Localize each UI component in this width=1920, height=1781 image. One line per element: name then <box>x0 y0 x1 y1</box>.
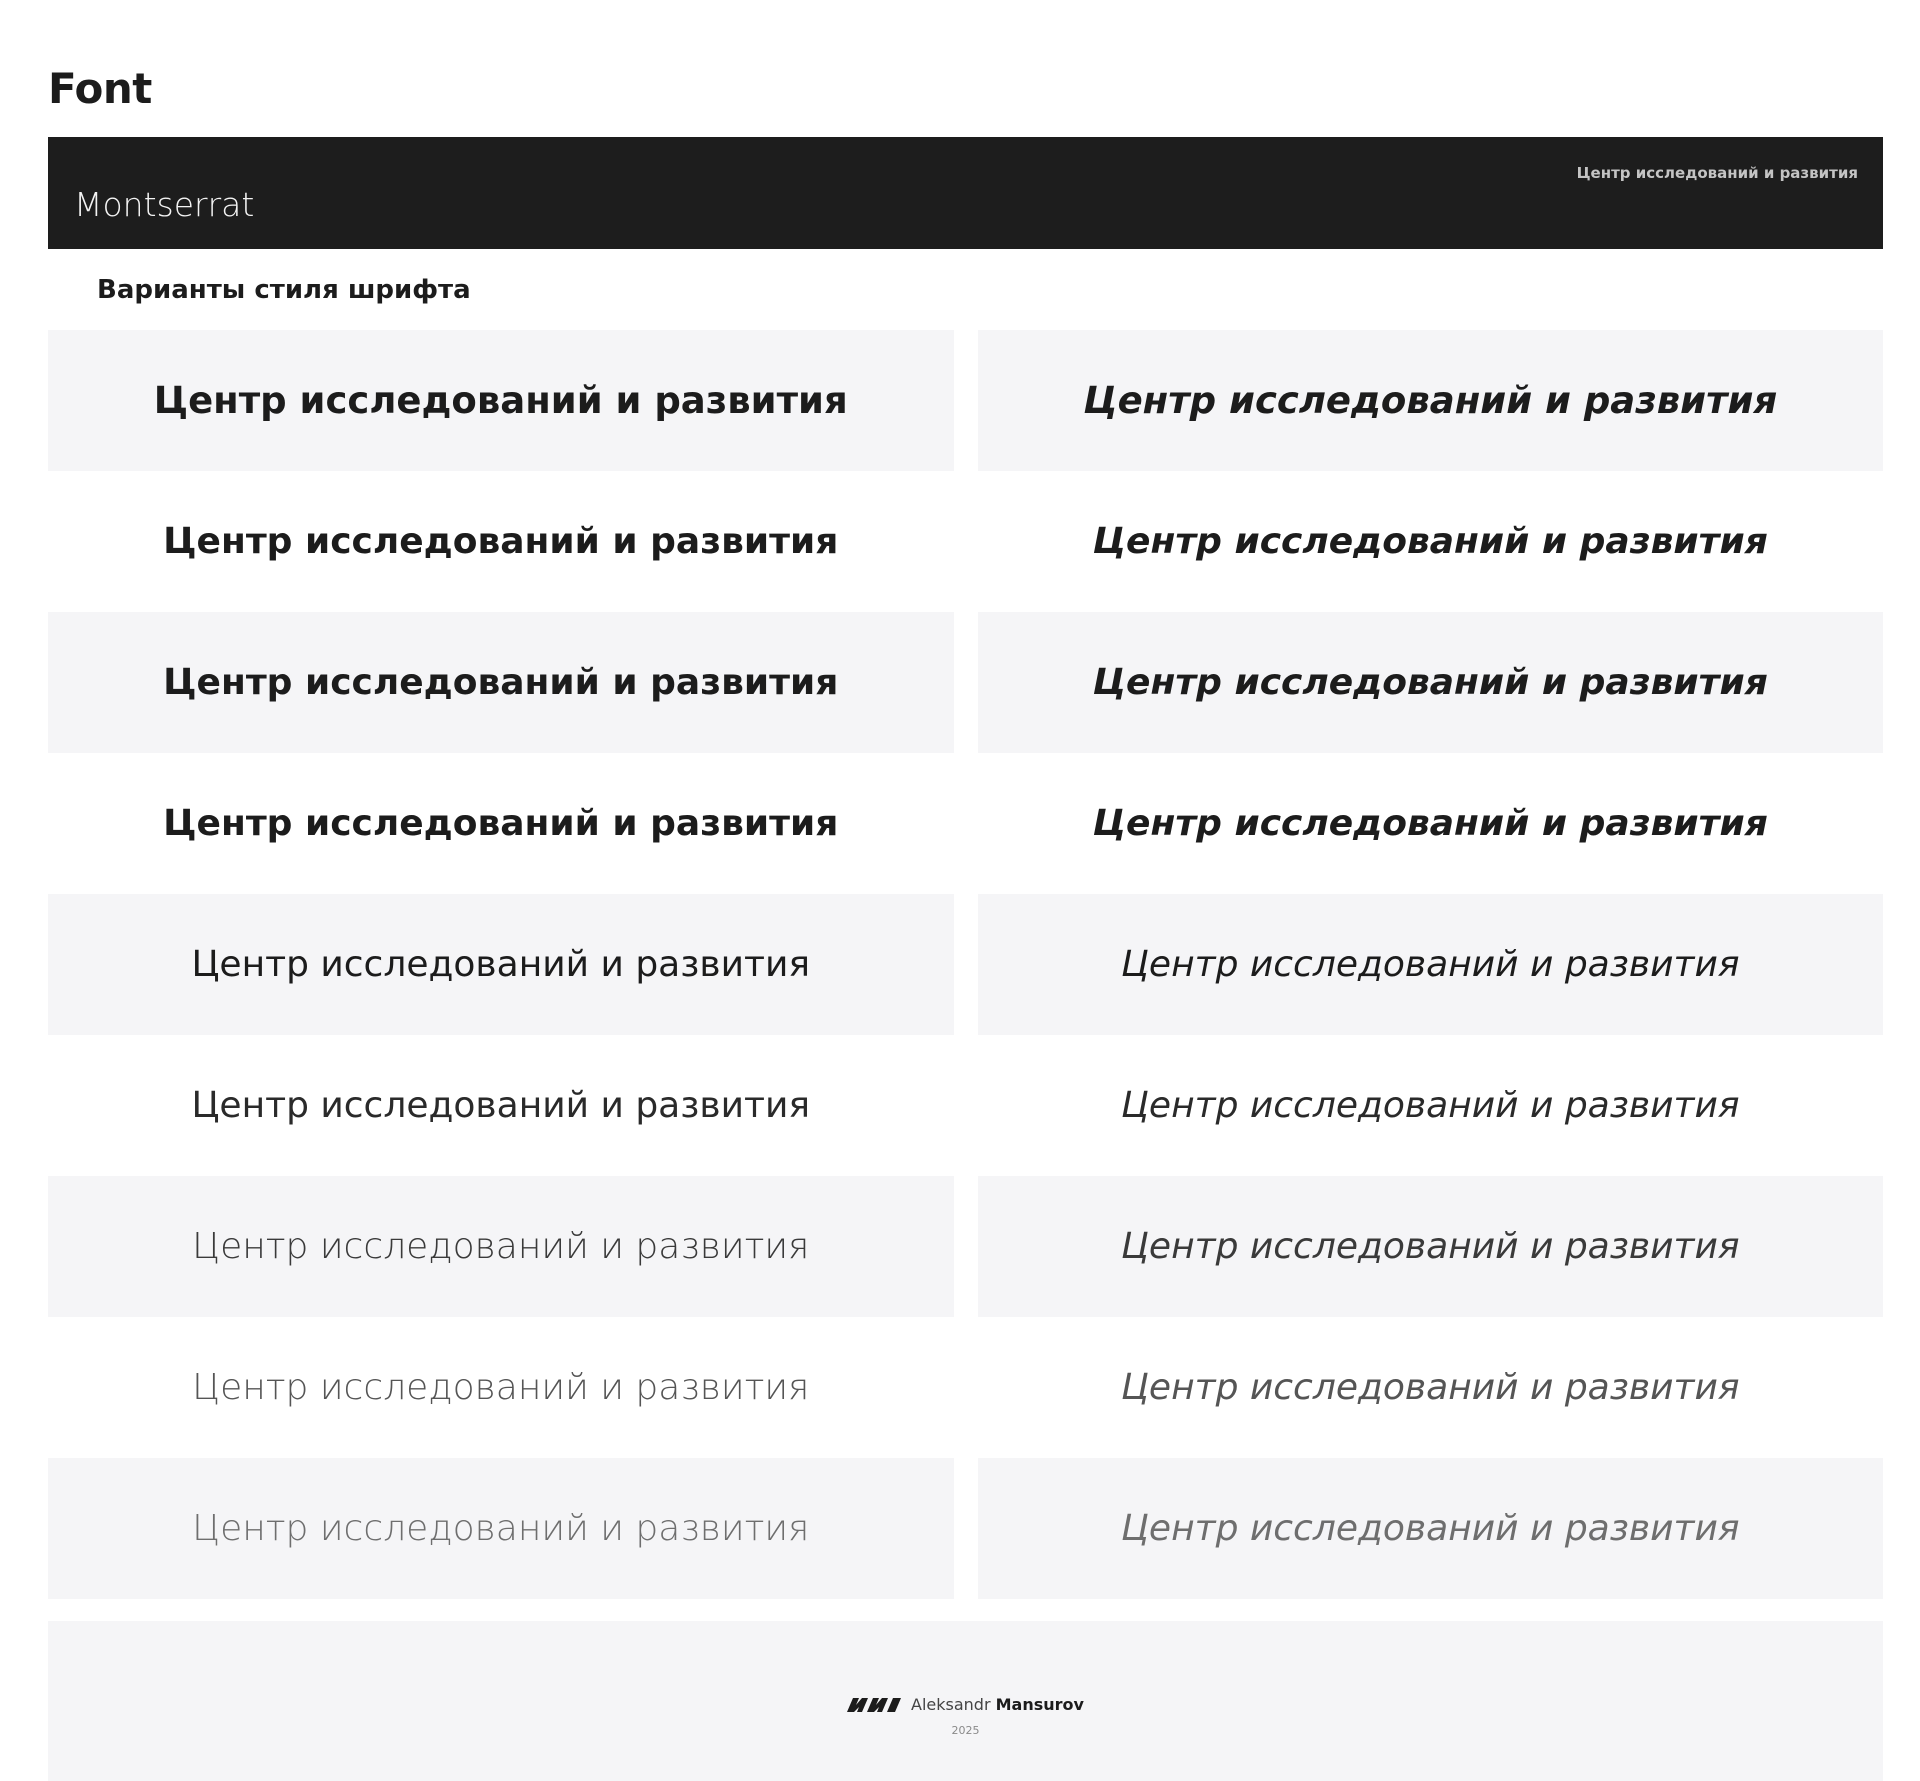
sample-regular-italic: Центр исследований и развития <box>1120 1085 1740 1126</box>
sample-row-semi-bold <box>48 753 1883 894</box>
sample-extra-light: Центр исследований и развития <box>192 1367 810 1408</box>
sample-bold-italic: Центр исследований и развития <box>978 612 1884 753</box>
sample-row-thin <box>48 1458 1883 1599</box>
sample-black: Центр исследований и развития <box>48 330 954 471</box>
author-first-name: Aleksandr <box>911 1695 991 1714</box>
section-title: Варианты стиля шрифта <box>97 275 471 305</box>
sample-extra-light-italic: Центр исследований и развития <box>1120 1367 1740 1408</box>
sample-bold: Центр исследований и развития <box>48 612 954 753</box>
font-name: Montserrat <box>74 185 255 224</box>
font-style-samples <box>48 330 1883 1599</box>
author-signature <box>48 1695 1883 1715</box>
sample-extra-bold: Центр исследований и развития <box>163 521 839 562</box>
sample-row-medium <box>48 894 1883 1035</box>
sample-thin-italic: Центр исследований и развития <box>978 1458 1884 1599</box>
sample-semi-bold: Центр исследований и развития <box>163 803 839 844</box>
sample-light-italic: Центр исследований и развития <box>978 1176 1884 1317</box>
sample-row-regular <box>48 1035 1883 1176</box>
banner-caption: Центр исследований и развития <box>1576 164 1858 182</box>
sample-thin: Центр исследований и развития <box>48 1458 954 1599</box>
sample-extra-bold-italic: Центр исследований и развития <box>1092 521 1768 562</box>
author-last-name: Mansurov <box>995 1695 1084 1714</box>
author-name <box>911 1695 1084 1715</box>
sample-medium: Центр исследований и развития <box>48 894 954 1035</box>
font-banner <box>48 137 1883 249</box>
sample-row-light <box>48 1176 1883 1317</box>
sample-light: Центр исследований и развития <box>48 1176 954 1317</box>
sample-row-extra-bold <box>48 471 1883 612</box>
page-title: Font <box>48 64 152 113</box>
sample-medium-italic: Центр исследований и развития <box>978 894 1884 1035</box>
footer <box>48 1621 1883 1781</box>
sample-row-black <box>48 330 1883 471</box>
sample-row-bold <box>48 612 1883 753</box>
sample-semi-bold-italic: Центр исследований и развития <box>1092 803 1768 844</box>
sample-black-italic: Центр исследований и развития <box>978 330 1884 471</box>
sample-row-extra-light <box>48 1317 1883 1458</box>
sample-regular: Центр исследований и развития <box>191 1085 811 1126</box>
am-logo-icon <box>847 1698 901 1712</box>
footer-year: 2025 <box>951 1724 980 1737</box>
